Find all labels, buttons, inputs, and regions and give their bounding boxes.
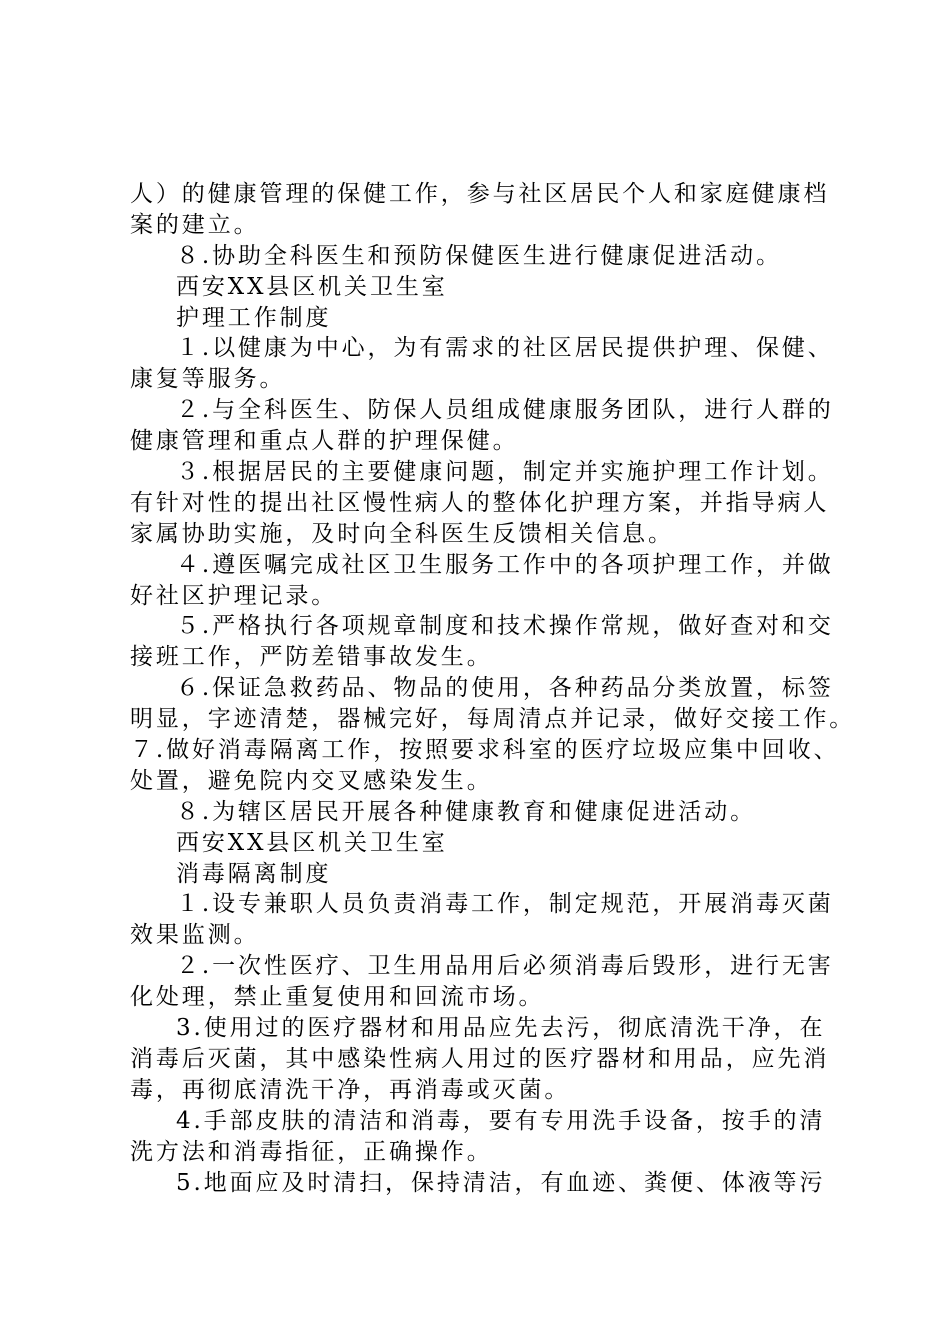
text-line: １.设专兼职人员负责消毒工作，制定规范，开展消毒灭菌 bbox=[176, 891, 834, 918]
document-body bbox=[130, 179, 856, 1198]
text-line: 4.手部皮肤的清洁和消毒，要有专用洗手设备，按手的清 bbox=[176, 1107, 826, 1134]
text-line: 3.使用过的医疗器材和用品应先去污，彻底清洗干净，在 bbox=[176, 1015, 826, 1042]
text-line: 处置，避免院内交叉感染发生。 bbox=[130, 767, 493, 794]
text-line: 西安XX县区机关卫生室 bbox=[176, 829, 448, 856]
text-line: 康复等服务。 bbox=[130, 366, 286, 393]
text-line: 有针对性的提出社区慢性病人的整体化护理方案，并指导病人 bbox=[130, 489, 830, 516]
text-line: ２.一次性医疗、卫生用品用后必须消毒后毁形，进行无害 bbox=[176, 953, 834, 980]
text-line: 健康管理和重点人群的护理保健。 bbox=[130, 428, 519, 455]
text-line: ４.遵医嘱完成社区卫生服务工作中的各项护理工作，并做 bbox=[176, 551, 834, 578]
text-line: 好社区护理记录。 bbox=[130, 582, 338, 609]
text-line: ６.保证急救药品、物品的使用，各种药品分类放置，标签 bbox=[176, 675, 834, 702]
text-line: 消毒隔离制度 bbox=[176, 860, 332, 887]
text-line: 5.地面应及时清扫，保持清洁，有血迹、粪便、体液等污 bbox=[176, 1169, 826, 1196]
text-line: １.以健康为中心，为有需求的社区居民提供护理、保健、 bbox=[176, 335, 834, 362]
text-line: ８.协助全科医生和预防保健医生进行健康促进活动。 bbox=[176, 242, 782, 269]
text-line: ５.严格执行各项规章制度和技术操作常规，做好查对和交 bbox=[176, 613, 834, 640]
text-line: 案的建立。 bbox=[130, 211, 260, 238]
text-line: 人）的健康管理的保健工作，参与社区居民个人和家庭健康档 bbox=[130, 181, 830, 207]
text-line: 接班工作，严防差错事故发生。 bbox=[130, 644, 493, 671]
text-line: 家属协助实施，及时向全科医生反馈相关信息。 bbox=[130, 520, 674, 547]
text-line: 效果监测。 bbox=[130, 922, 260, 949]
text-line: ３.根据居民的主要健康问题，制定并实施护理工作计划。 bbox=[176, 459, 834, 486]
text-line: 化处理，禁止重复使用和回流市场。 bbox=[130, 984, 545, 1011]
text-line: ８.为辖区居民开展各种健康教育和健康促进活动。 bbox=[176, 798, 757, 825]
text-line: 洗方法和消毒指征，正确操作。 bbox=[130, 1138, 493, 1165]
text-line: 西安XX县区机关卫生室 bbox=[176, 273, 448, 300]
text-line: 明显，字迹清楚，器械完好，每周清点并记录，做好交接工作。 bbox=[130, 706, 856, 733]
text-line: ７.做好消毒隔离工作，按照要求科室的医疗垃圾应集中回收、 bbox=[130, 737, 840, 764]
text-line: 护理工作制度 bbox=[176, 304, 332, 331]
text-line: 消毒后灭菌，其中感染性病人用过的医疗器材和用品，应先消 bbox=[130, 1045, 830, 1072]
text-line: ２.与全科医生、防保人员组成健康服务团队，进行人群的 bbox=[176, 397, 834, 424]
text-line: 毒，再彻底清洗干净，再消毒或灭菌。 bbox=[130, 1076, 571, 1103]
